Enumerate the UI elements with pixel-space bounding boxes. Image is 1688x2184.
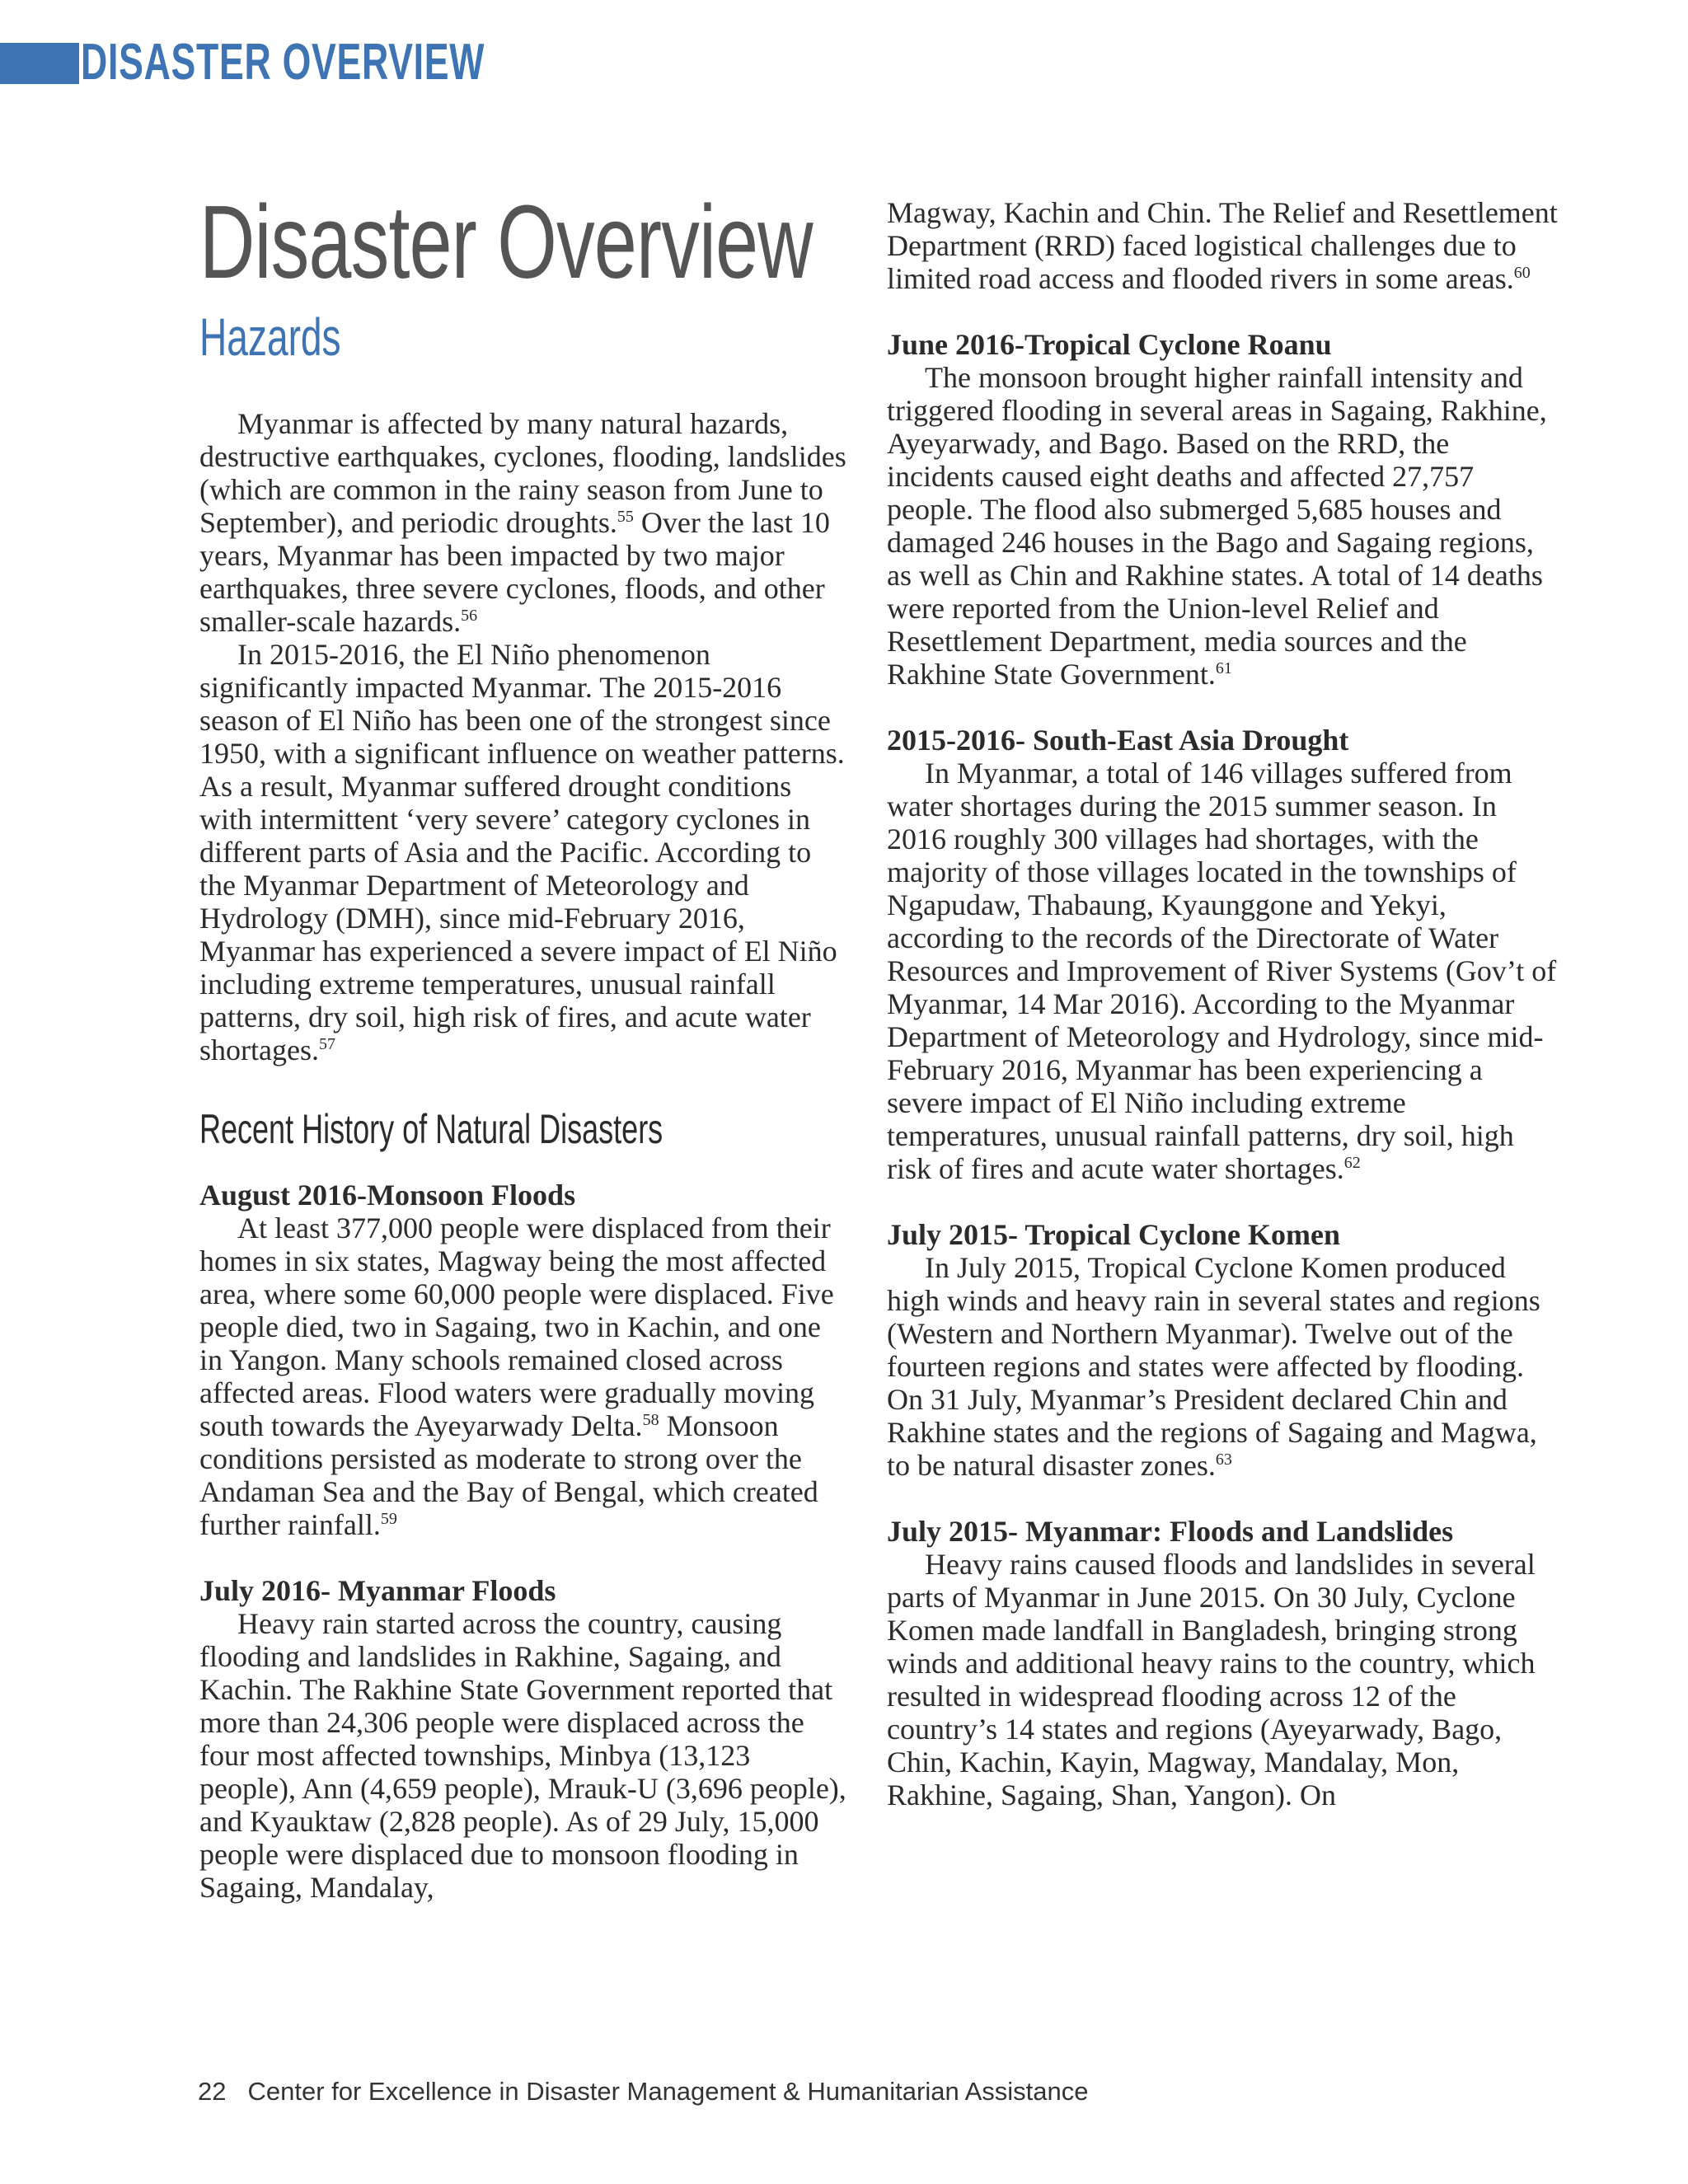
event-body: Heavy rains caused floods and landslides in several parts of Myanmar in June 2015. On 30 July, Cyclone Komen made landfall in Bangladesh, bringing strong winds and additional heavy rains to the country, which resulted in widespread flooding across 12 of the country’s 14 states and regions (Ayeyarwady, Bago, Chin, Kachin, Kayin, Magway, Mandalay, Mon, Rakhine, Sagaing, Shan, Yangon). On: [887, 1548, 1536, 1811]
event-july-2015-cyclone-komen: [887, 1218, 1563, 1482]
running-header: DISASTER OVERVIEW: [81, 34, 485, 91]
event-july-2016-floods-continued: [887, 196, 1563, 295]
footnote-ref: 59: [380, 1510, 397, 1528]
footnote-ref: 63: [1215, 1451, 1232, 1469]
hazards-paragraph-2: In 2015-2016, the El Niño phenomenon significantly impacted Myanmar. The 2015-2016 season of El Niño has been one of the strongest since 1950, with a significant influence on weather patterns. As a result, Myanmar suffered drought conditions with intermittent ‘very severe’ category cyclones in different parts of Asia and the Pacific. According to the Myanmar Department of Meteorology and Hydrology (DMH), since mid-February 2016, Myanmar has experienced a severe impact of El Niño including extreme temperatures, unusual rainfall patterns, dry soil, high risk of fires, and acute water shortages.$^{57}$: [199, 638, 845, 1066]
event-body: In July 2015, Tropical Cyclone Komen produced high winds and heavy rain in several states and regions (Western and Northern Myanmar). Twelve out of the fourteen regions and states were affected by flooding. On 31 July, Myanmar’s President declared Chin and Rakhine states and the regions of Sagaing and Magwa, to be natural disaster zones.$^{63}$: [887, 1251, 1540, 1482]
footnote-ref: 56: [461, 607, 478, 625]
event-2015-2016-drought: [887, 724, 1563, 1185]
event-august-2016-floods: [199, 1179, 851, 1541]
page-number: 22: [198, 2077, 227, 2106]
right-column: [887, 196, 1563, 1844]
event-heading: July 2015- Myanmar: Floods and Landslides: [887, 1515, 1454, 1548]
footnote-ref: 60: [1513, 264, 1531, 282]
event-heading: 2015-2016- South-East Asia Drought: [887, 724, 1349, 757]
event-heading: July 2016- Myanmar Floods: [199, 1574, 556, 1607]
event-body: In Myanmar, a total of 146 villages suffered from water shortages during the 2015 summer season. In 2016 roughly 300 villages had shortages, with the majority of those villages located in the townships of Ngapudaw, Thabaung, Kyaunggone and Yekyi, according to the records of the Directorate of Water Resources and Improvement of River Systems (Gov’t of Myanmar, 14 Mar 2016). According to the Myanmar Department of Meteorology and Hydrology, since mid-February 2016, Myanmar has been experiencing a severe impact of El Niño including extreme temperatures, unusual rainfall patterns, dry soil, high risk of fires and acute water shortages.$^{62}$: [887, 757, 1557, 1185]
footnote-ref: 62: [1343, 1154, 1361, 1172]
event-june-2016-cyclone-roanu: [887, 328, 1563, 691]
footer-text: Center for Excellence in Disaster Management & Humanitarian Assistance: [247, 2077, 1089, 2106]
event-july-2015-floods-landslides: [887, 1515, 1563, 1811]
event-body: The monsoon brought higher rainfall intensity and triggered flooding in several areas in Sagaing, Rakhine, Ayeyarwady, and Bago. Based on the RRD, the incidents caused eight deaths and affected 27,757 people. The flood also submerged 5,685 houses and damaged 246 houses in the Bago and Sagaing regions, as well as Chin and Rakhine states. A total of 14 deaths were reported from the Union-level Relief and Resettlement Department, media sources and the Rakhine State Government.$^{61}$: [887, 361, 1547, 691]
footnote-ref: 61: [1215, 659, 1232, 677]
footnote-ref: 57: [318, 1035, 335, 1053]
event-heading: June 2016-Tropical Cyclone Roanu: [887, 328, 1332, 361]
event-body-continued: Magway, Kachin and Chin. The Relief and Resettlement Department (RRD) faced logistical challenges due to limited road access and flooded rivers in some areas.$^{60}$: [887, 196, 1558, 295]
event-july-2016-floods: [199, 1574, 851, 1904]
hazards-paragraph-1: Myanmar is affected by many natural hazards, destructive earthquakes, cyclones, flooding, landslides (which are common in the rainy season from June to September), and periodic droughts.$^{55}$ Over the last 10 years, Myanmar has been impacted by two major earthquakes, three severe cyclones, floods, and other smaller-scale hazards.$^{56}$: [199, 407, 846, 638]
section-title-hazards: Hazards: [199, 307, 341, 367]
section-title-recent-history: Recent History of Natural Disasters: [199, 1106, 663, 1152]
page-footer: [198, 2077, 1089, 2107]
footnote-ref: 55: [617, 508, 634, 526]
page-title: Disaster Overview: [199, 184, 813, 300]
event-body: Heavy rain started across the country, causing flooding and landslides in Rakhine, Sagaing, and Kachin. The Rakhine State Government reported that more than 24,306 people were displaced across the four most affected townships, Minbya (13,123 people), Ann (4,659 people), Mrauk-U (3,696 people), and Kyauktaw (2,828 people). As of 29 July, 15,000 people were displaced due to monsoon flooding in Sagaing, Mandalay,: [199, 1607, 846, 1904]
event-heading: August 2016-Monsoon Floods: [199, 1179, 576, 1212]
header-accent-bar: [0, 43, 79, 84]
footnote-ref: 58: [642, 1411, 659, 1429]
left-column: [199, 184, 851, 1937]
event-heading: July 2015- Tropical Cyclone Komen: [887, 1218, 1341, 1251]
event-body: At least 377,000 people were displaced from their homes in six states, Magway being the most affected area, where some 60,000 people were displaced. Five people died, two in Sagaing, two in Kachin, and one in Yangon. Many schools remained closed across affected areas. Flood waters were gradually moving south towards the Ayeyarwady Delta.$^{58}$ Monsoon conditions persisted as moderate to strong over the Andaman Sea and the Bay of Bengal, which created further rainfall.$^{59}$: [199, 1212, 834, 1541]
